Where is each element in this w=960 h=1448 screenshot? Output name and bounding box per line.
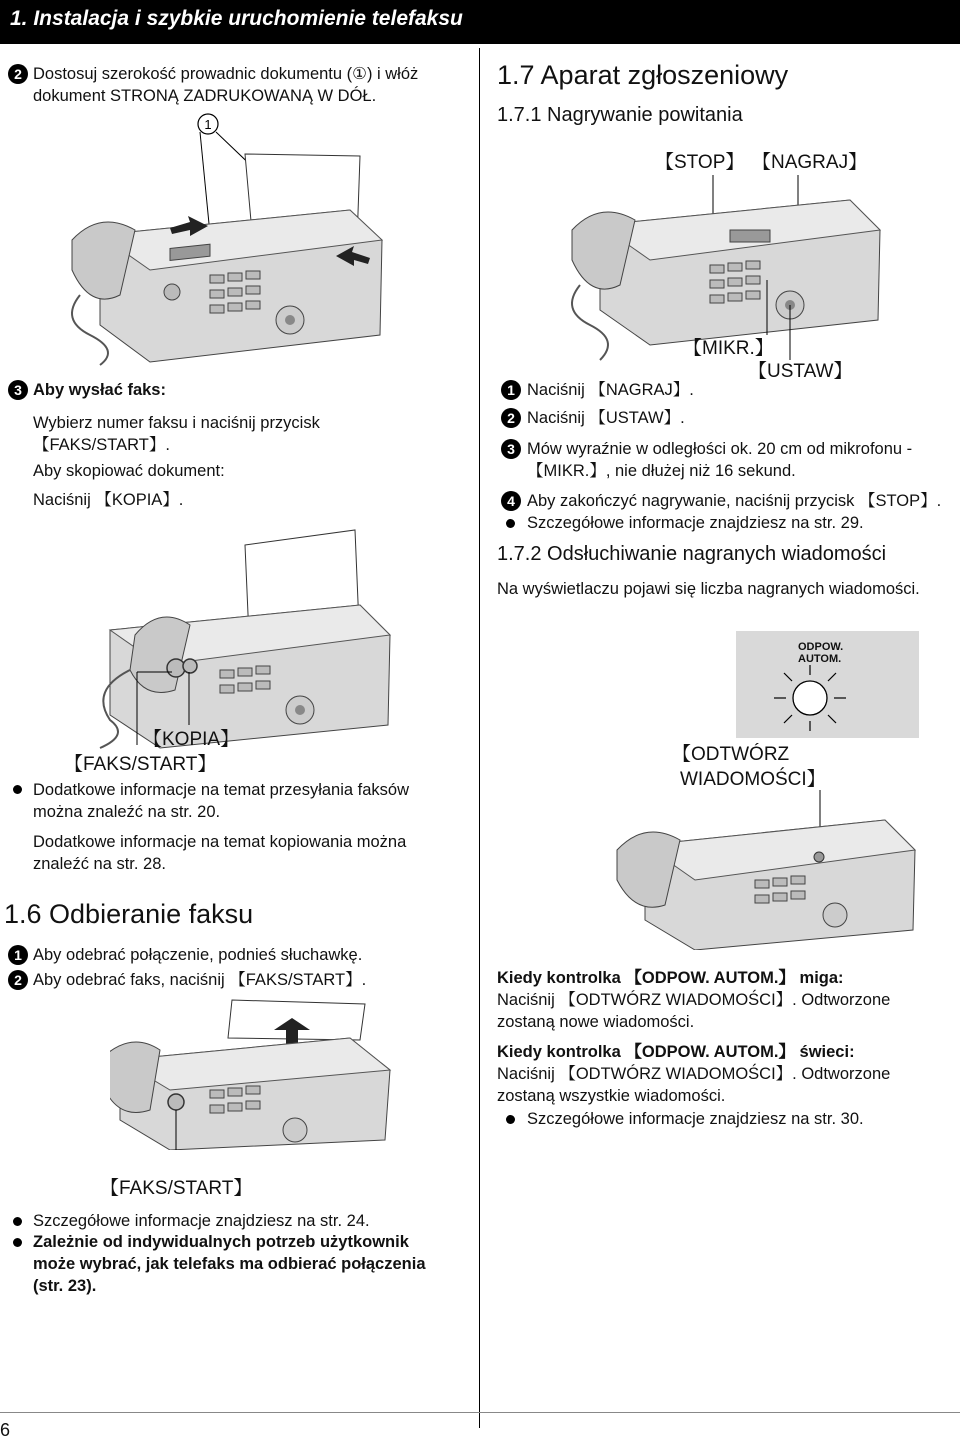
bullet-dot	[13, 785, 22, 794]
label-stop: 【STOP】	[655, 152, 745, 173]
chapter-header	[0, 0, 960, 41]
led-label	[798, 641, 843, 665]
fax-illustration-loading	[60, 110, 390, 370]
note-line2: znaleźć na str. 28.	[33, 855, 166, 873]
sec16-step2: Aby odebrać faks, naciśnij 【FAKS/START】.	[33, 971, 367, 989]
header-rule	[0, 41, 960, 44]
led-label-line1: ODPOW.	[798, 641, 844, 653]
step3-copy-title: Aby skopiować dokument:	[33, 462, 225, 480]
label-mikr: 【MIKR.】	[683, 338, 774, 359]
column-divider	[479, 48, 480, 1428]
blink-line1: Naciśnij 【ODTWÓRZ WIADOMOŚCI】. Odtworzone	[497, 991, 891, 1009]
step3-line4: Naciśnij 【KOPIA】.	[33, 491, 184, 509]
label-ustaw: 【USTAW】	[748, 361, 853, 382]
step3-title: Aby wysłać faks:	[33, 381, 166, 399]
page-number: 6	[0, 1420, 11, 1440]
record-bullet: Szczegółowe informacje znajdziesz na str. 29.	[527, 514, 864, 532]
step-number-2: 2	[501, 408, 521, 428]
bullet2-text: Szczegółowe informacje znajdziesz na str. 24.	[33, 1212, 370, 1230]
sec16-step1: Aby odebrać połączenie, podnieś słuchawkę.	[33, 946, 363, 964]
chapter-title: 1. Instalacja i szybkie uruchomienie telefaksu	[10, 7, 463, 30]
record-step2: Naciśnij 【USTAW】.	[527, 409, 685, 427]
bullet-dot	[13, 1217, 22, 1226]
record-step3-line1: Mów wyraźnie w odległości ok. 20 cm od mikrofonu -	[527, 440, 913, 458]
step-number-4: 4	[501, 491, 521, 511]
bullet3-line2: może wybrać, jak telefaks ma odbierać połączenia	[33, 1255, 426, 1273]
blinking-led-icon	[770, 663, 850, 733]
bullet-dot	[506, 519, 515, 528]
label-faks-start: 【FAKS/START】	[64, 754, 217, 775]
callout-1: 1	[204, 117, 212, 132]
step-number-2: 2	[8, 970, 28, 990]
step-number-1: 1	[8, 945, 28, 965]
label-faks-start-2: 【FAKS/START】	[100, 1178, 253, 1199]
blink-title: Kiedy kontrolka 【ODPOW. AUTOM.】 miga:	[497, 969, 844, 987]
lit-line1: Naciśnij 【ODTWÓRZ WIADOMOŚCI】. Odtworzone	[497, 1065, 891, 1083]
step-number-3: 3	[501, 439, 521, 459]
section-1-7-2-desc: Na wyświetlaczu pojawi się liczba nagranych wiadomości.	[497, 580, 920, 598]
blink-line2: zostaną nowe wiadomości.	[497, 1013, 695, 1031]
step3-line2: 【FAKS/START】.	[33, 436, 170, 454]
label-odtworz-line2: WIADOMOŚCI】	[680, 769, 826, 790]
bullet-dot	[13, 1238, 22, 1247]
step-number-2: 2	[8, 64, 28, 84]
step-number-1: 1	[501, 380, 521, 400]
bullet3-line3: (str. 23).	[33, 1277, 97, 1295]
section-1-7-1-title: 1.7.1 Nagrywanie powitania	[497, 104, 743, 126]
section-1-7-2-title: 1.7.2 Odsłuchiwanie nagranych wiadomości	[497, 543, 887, 565]
step-number-3: 3	[8, 380, 28, 400]
bullet-dot	[506, 1115, 515, 1124]
footer-rule	[0, 1412, 960, 1413]
step2-text-line2: dokument STRONĄ ZADRUKOWANĄ W DÓŁ.	[33, 87, 377, 105]
fax-illustration-send	[70, 520, 400, 750]
record-step3-line2: 【MIKR.】, nie dłużej niż 16 sekund.	[527, 462, 796, 480]
note-line1: Dodatkowe informacje na temat kopiowania można	[33, 833, 407, 851]
lit-title: Kiedy kontrolka 【ODPOW. AUTOM.】 świeci:	[497, 1043, 855, 1061]
playback-bullet: Szczegółowe informacje znajdziesz na str. 30.	[527, 1110, 864, 1128]
fax-illustration-playback	[605, 775, 925, 950]
section-1-7-title: 1.7 Aparat zgłoszeniowy	[497, 60, 789, 90]
bullet1-line2: można znaleźć na str. 20.	[33, 803, 221, 821]
section-1-6-title: 1.6 Odbieranie faksu	[4, 899, 254, 929]
led-label-line2: AUTOM.	[798, 653, 842, 665]
step2-text-line1: Dostosuj szerokość prowadnic dokumentu (①) i włóż	[33, 65, 419, 83]
lit-line2: zostaną wszystkie wiadomości.	[497, 1087, 726, 1105]
bullet3-line1: Zależnie od indywidualnych potrzeb użytkownik	[33, 1233, 409, 1251]
step3-line1: Wybierz numer faksu i naciśnij przycisk	[33, 414, 320, 432]
label-kopia: 【KOPIA】	[143, 729, 240, 750]
label-nagraj: 【NAGRAJ】	[752, 152, 868, 173]
fax-illustration-receive	[110, 990, 410, 1150]
record-step4: Aby zakończyć nagrywanie, naciśnij przycisk 【STOP】.	[527, 492, 942, 510]
record-step1: Naciśnij 【NAGRAJ】.	[527, 381, 694, 399]
bullet1-line1: Dodatkowe informacje na temat przesyłania faksów	[33, 781, 410, 799]
label-odtworz-line1: 【ODTWÓRZ	[672, 744, 790, 765]
